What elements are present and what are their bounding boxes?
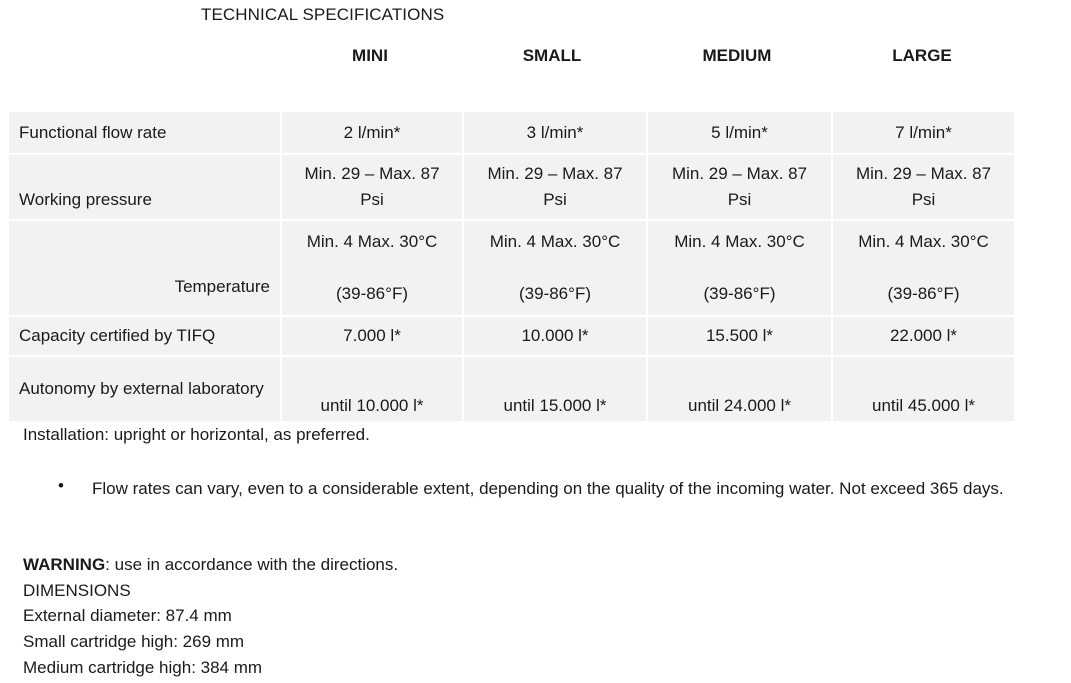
table-cell: until 45.000 l* <box>832 356 1015 422</box>
table-cell: Min. 29 – Max. 87 Psi <box>647 154 832 220</box>
row-label: Functional flow rate <box>8 111 281 154</box>
column-header-small: SMALL <box>522 46 582 65</box>
column-header-mini: MINI <box>352 46 388 65</box>
table-cell: Min. 4 Max. 30°C (39-86°F) <box>647 220 832 316</box>
table-cell: 22.000 l* <box>832 316 1015 356</box>
dimension-item: Medium cartridge high: 384 mm <box>23 658 263 677</box>
table-cell: Min. 29 – Max. 87 Psi <box>281 154 463 220</box>
dimensions-heading: DIMENSIONS <box>23 581 131 600</box>
flow-rate-note: Flow rates can vary, even to a considerable extent, depending on the quality of the incoming water. Not exceed 365 days. <box>92 479 1004 498</box>
table-cell: Min. 29 – Max. 87 Psi <box>832 154 1015 220</box>
table-cell: 7 l/min* <box>832 111 1015 154</box>
table-cell: 2 l/min* <box>281 111 463 154</box>
table-cell: until 10.000 l* <box>281 356 463 422</box>
table-row-capacity <box>8 316 1015 356</box>
table-row-pressure <box>8 154 1015 220</box>
spec-title: TECHNICAL SPECIFICATIONS <box>201 5 445 24</box>
table-row-flow-rate <box>8 111 1015 154</box>
table-cell: until 15.000 l* <box>463 356 647 422</box>
column-header-medium: MEDIUM <box>702 46 772 65</box>
table-cell: 15.500 l* <box>647 316 832 356</box>
row-label: Working pressure <box>8 154 281 220</box>
column-header-large: LARGE <box>892 46 952 65</box>
table-row-autonomy <box>8 356 1015 422</box>
dimension-item: External diameter: 87.4 mm <box>23 606 232 625</box>
bullet-icon: • <box>58 476 64 495</box>
table-cell: 10.000 l* <box>463 316 647 356</box>
table-cell: 5 l/min* <box>647 111 832 154</box>
row-label: Temperature <box>8 220 281 316</box>
table-row-temperature <box>8 220 1015 316</box>
row-label: Autonomy by external laboratory <box>8 356 281 422</box>
installation-text: Installation: upright or horizontal, as preferred. <box>23 425 370 444</box>
table-cell: 3 l/min* <box>463 111 647 154</box>
table-cell: 7.000 l* <box>281 316 463 356</box>
table-cell: until 24.000 l* <box>647 356 832 422</box>
dimension-item: Small cartridge high: 269 mm <box>23 632 245 651</box>
row-label: Capacity certified by TIFQ <box>8 316 281 356</box>
table-cell: Min. 4 Max. 30°C (39-86°F) <box>832 220 1015 316</box>
table-cell: Min. 4 Max. 30°C (39-86°F) <box>463 220 647 316</box>
warning-text: WARNING: use in accordance with the directions. <box>23 555 399 574</box>
spec-table <box>7 110 1016 423</box>
table-cell: Min. 4 Max. 30°C (39-86°F) <box>281 220 463 316</box>
table-cell: Min. 29 – Max. 87 Psi <box>463 154 647 220</box>
